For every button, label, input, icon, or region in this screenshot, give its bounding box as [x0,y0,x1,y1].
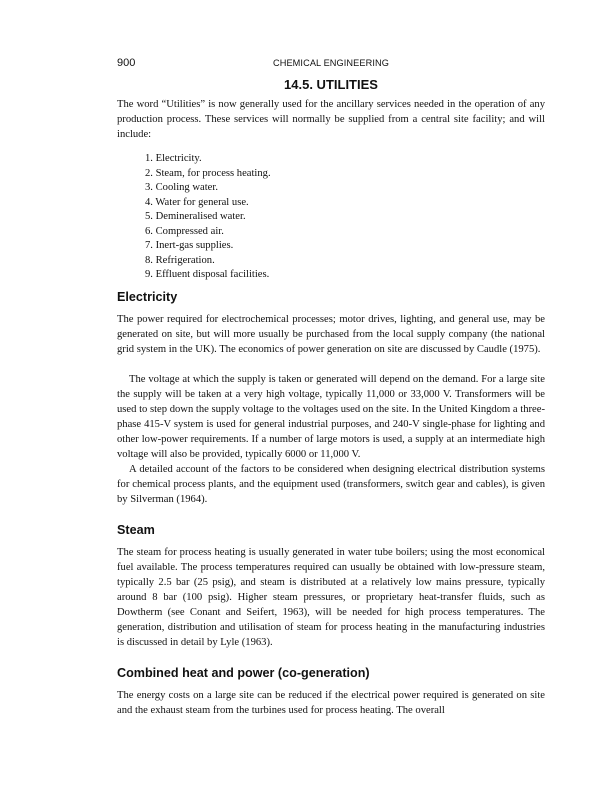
list-item: 5. Demineralised water. [145,211,246,222]
steam-heading: Steam [117,523,155,537]
electricity-paragraph: A detailed account of the factors to be considered when designing electrical distribution systems for chemical process plants, and the equipment used (transformers, switch gear and cables), is given by Silverman (1964). [117,464,545,505]
list-item: 4. Water for general use. [145,196,249,208]
intro-paragraph: The word “Utilities” is now generally used for the ancillary services needed in the operation of any production process. These services will normally be supplied from a central site facility; and will include: [117,99,545,140]
utilities-list [145,152,271,283]
steam-paragraph: The steam for process heating is usually generated in water tube boilers; using the most economical fuel available. The process temperatures required can usually be obtained with low-pressure steam, typically 2.5 bar (25 psig), and steam is distributed at a relatively low mains pressure, typically around 8 bar (100 psig). Higher steam pressures, or proprietary heat-transfer fluids, such as Dowtherm (see Conant and Seifert, 1963), will be needed for high process temperatures. The generation, distribution and utilisation of steam for process heating in the manufacturing industries is discussed in detail by Lyle (1963). [117,547,545,648]
section-title: 14.5. UTILITIES [284,77,378,92]
list-item: 7. Inert-gas supplies. [145,240,234,251]
list-item: 8. Refrigeration. [145,254,215,266]
electricity-heading: Electricity [117,290,178,304]
electricity-paragraph: The voltage at which the supply is taken or generated will depend on the demand. For a large site the supply will be taken at a very high voltage, typically 11,000 or 33,000 V. Transformers will be used to step down the supply voltage to the voltages used on the site. In the United Kingdom a three-phase 415-V system is used for general industrial purposes, and 240-V single-phase for lighting and other low-power requirements. If a number of large motors is used, a supply at an intermediate high voltage will also be provided, typically 6000 or 11,000 V. [117,374,545,460]
list-item: 3. Cooling water. [145,182,218,193]
chp-paragraph: The energy costs on a large site can be reduced if the electrical power required is generated on site and the exhaust steam from the turbines used for process heating. The overall [117,690,545,716]
running-header [117,57,545,69]
list-item: 6. Compressed air. [145,225,224,237]
list-item: 2. Steam, for process heating. [145,167,271,179]
list-item: 9. Effluent disposal facilities. [145,269,270,280]
page-number: 900 [117,57,136,69]
chp-heading: Combined heat and power (co-generation) [117,666,370,680]
electricity-paragraph: The power required for electrochemical processes; motor drives, lighting, and general use, may be generated on site, but will more usually be purchased from the local supply company (the national grid system in the UK). The economics of power generation on site are discussed by Caudle (1975). [117,314,545,355]
running-title: CHEMICAL ENGINEERING [272,58,389,68]
list-item: 1. Electricity. [145,153,202,164]
